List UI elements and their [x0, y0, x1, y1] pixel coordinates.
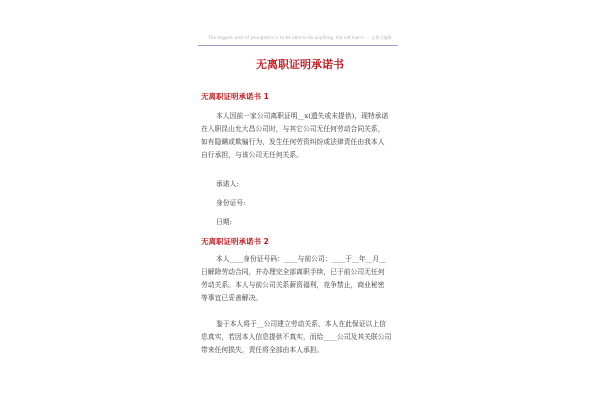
paragraph-line: 如有隐瞒或欺骗行为，发生任何劳资纠纷或法律责任由我本人: [201, 138, 385, 146]
paragraph-line: 在入职昆山允大昌公司时，与其它公司无任何劳动合同关系，: [201, 125, 385, 133]
id-number-field: 身份证号:: [216, 199, 246, 207]
document-title: 无离职证明承诺书: [256, 58, 344, 71]
paragraph-line: 本人因前一家公司离职证明__x(遗失或未提供)，现特承诺: [216, 112, 389, 120]
paragraph-line: 息真实，若因本人信息提供不真实，而给____公司及其关联公司: [201, 333, 392, 341]
paragraph-line: 劳动关系。本人与前公司关系薪资福利，竞争禁止，商业秘密: [201, 281, 385, 289]
section2-paragraph-2: [201, 318, 412, 357]
section2-paragraph-1: [201, 253, 412, 305]
date-field: 日期:: [216, 218, 232, 226]
header-rule: [198, 45, 398, 46]
header-note: The biggest wish of youngsters is to be able to do anything, the old man's ... 文档可编辑: [208, 35, 392, 40]
section1-paragraph: [201, 110, 412, 162]
section-heading-1: 无离职证明承诺书 1: [201, 92, 269, 101]
section-heading-2: 无离职证明承诺书 2: [201, 237, 269, 246]
paragraph-line: 鉴于本人将于__公司建立劳动关系，本人在此保证以上信: [216, 320, 386, 328]
paragraph-line: 本人____身份证号码：____与前公司：____于__年__月__: [216, 255, 386, 263]
paragraph-line: 带来任何损失，责任将全部由本人承担。: [201, 346, 324, 354]
paragraph-line: 自行承担，与该公司无任何关系。: [201, 151, 303, 159]
paragraph-line: 等事宜已妥善解决。: [201, 294, 263, 302]
paragraph-line: 日解除劳动合同，并办理完全部离职手续，已于前公司无任何: [201, 268, 385, 276]
signer-field: 承诺人:: [216, 180, 239, 188]
